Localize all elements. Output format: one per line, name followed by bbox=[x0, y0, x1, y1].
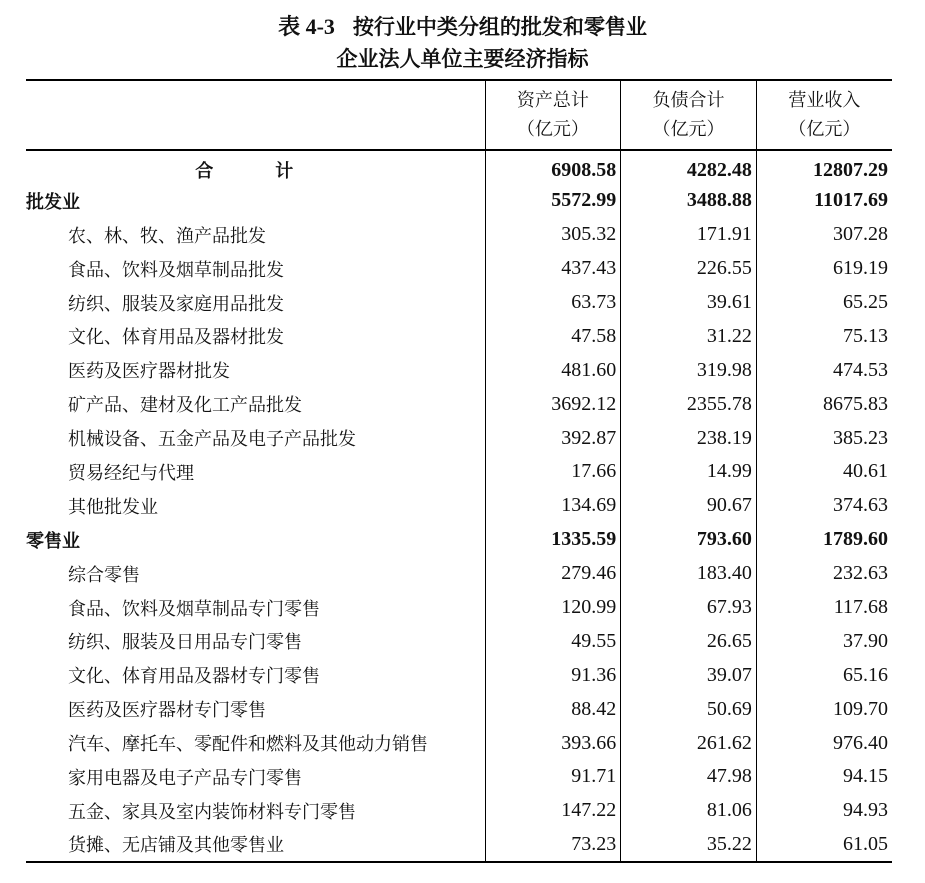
row-name: 家用电器及电子产品专门零售 bbox=[68, 767, 302, 789]
total-liabilities-value: 26.65 bbox=[621, 624, 757, 658]
table-row bbox=[26, 523, 892, 557]
table-title-line-2: 企业法人单位主要经济指标 bbox=[336, 47, 589, 71]
table-row bbox=[26, 760, 892, 794]
total-liabilities-value: 4282.48 bbox=[621, 150, 757, 184]
total-liabilities-value: 67.93 bbox=[621, 591, 757, 625]
row-name: 文化、体育用品及器材批发 bbox=[68, 327, 284, 349]
total-liabilities-value: 171.91 bbox=[621, 218, 757, 252]
operating-revenue-value: 94.15 bbox=[756, 760, 892, 794]
operating-revenue-value: 1789.60 bbox=[756, 523, 892, 557]
row-name: 食品、饮料及烟草制品专门零售 bbox=[68, 598, 320, 620]
row-name: 货摊、无店铺及其他零售业 bbox=[26, 828, 485, 862]
operating-revenue-value: 109.70 bbox=[756, 692, 892, 726]
total-liabilities-value: 14.99 bbox=[621, 455, 757, 489]
table-row bbox=[26, 726, 892, 760]
table-row bbox=[26, 828, 892, 862]
total-liabilities-value: 183.40 bbox=[621, 557, 757, 591]
operating-revenue-value: 11017.69 bbox=[756, 184, 892, 218]
total-assets-value: 47.58 bbox=[485, 319, 621, 353]
header-row bbox=[26, 80, 892, 150]
operating-revenue-value: 232.63 bbox=[756, 557, 892, 591]
row-name: 医药及医疗器材批发 bbox=[68, 361, 230, 383]
total-liabilities-value: 39.61 bbox=[621, 286, 757, 320]
table-row bbox=[26, 150, 892, 184]
table-row bbox=[26, 557, 892, 591]
total-assets-value: 3692.12 bbox=[485, 387, 621, 421]
total-assets-value: 305.32 bbox=[485, 218, 621, 252]
total-assets-value: 279.46 bbox=[485, 557, 621, 591]
operating-revenue-value: 117.68 bbox=[756, 591, 892, 625]
total-liabilities-value: 50.69 bbox=[621, 692, 757, 726]
row-name: 医药及医疗器材专门零售 bbox=[68, 700, 266, 722]
table-row bbox=[26, 624, 892, 658]
table-row bbox=[26, 794, 892, 828]
total-liabilities-value: 39.07 bbox=[621, 658, 757, 692]
operating-revenue-value: 976.40 bbox=[756, 726, 892, 760]
total-assets-value: 134.69 bbox=[485, 489, 621, 523]
row-name: 食品、饮料及烟草制品批发 bbox=[68, 259, 284, 281]
table-body bbox=[26, 150, 892, 862]
total-assets-value: 63.73 bbox=[485, 286, 621, 320]
total-assets-value: 437.43 bbox=[485, 252, 621, 286]
operating-revenue-value: 385.23 bbox=[756, 421, 892, 455]
operating-revenue-value: 37.90 bbox=[756, 624, 892, 658]
row-name: 纺织、服装及日用品专门零售 bbox=[68, 632, 302, 654]
row-name: 汽车、摩托车、零配件和燃料及其他动力销售 bbox=[68, 734, 428, 756]
operating-revenue-value: 12807.29 bbox=[756, 150, 892, 184]
table-row bbox=[26, 184, 892, 218]
table-row bbox=[26, 421, 892, 455]
table-number: 表 4-3 bbox=[278, 14, 335, 39]
total-liabilities-value: 2355.78 bbox=[621, 387, 757, 421]
table-row bbox=[26, 692, 892, 726]
header-name-column bbox=[26, 80, 485, 150]
operating-revenue-value: 374.63 bbox=[756, 489, 892, 523]
header-total-assets bbox=[485, 80, 621, 150]
header-operating-revenue bbox=[756, 80, 892, 150]
row-name: 合 计 bbox=[195, 161, 316, 183]
table-title-line-1 bbox=[0, 14, 925, 40]
row-name: 文化、体育用品及器材专门零售 bbox=[68, 666, 320, 688]
total-liabilities-value: 35.22 bbox=[621, 828, 757, 862]
header-label: 营业收入 bbox=[788, 90, 861, 111]
header-total-liabilities bbox=[621, 80, 757, 150]
table-row bbox=[26, 353, 892, 387]
table-row bbox=[26, 252, 892, 286]
total-liabilities-value: 90.67 bbox=[621, 489, 757, 523]
table-row bbox=[26, 387, 892, 421]
total-liabilities-value: 3488.88 bbox=[621, 184, 757, 218]
row-name: 农、林、牧、渔产品批发 bbox=[68, 225, 266, 247]
table-row bbox=[26, 286, 892, 320]
table-title-text: 按行业中类分组的批发和零售业 bbox=[352, 15, 647, 39]
operating-revenue-value: 619.19 bbox=[756, 252, 892, 286]
total-liabilities-value: 319.98 bbox=[621, 353, 757, 387]
row-name: 其他批发业 bbox=[68, 496, 158, 518]
table-row bbox=[26, 455, 892, 489]
operating-revenue-value: 65.25 bbox=[756, 286, 892, 320]
total-assets-value: 91.36 bbox=[485, 658, 621, 692]
table-header bbox=[26, 80, 892, 150]
total-assets-value: 147.22 bbox=[485, 794, 621, 828]
row-name: 机械设备、五金产品及电子产品批发 bbox=[68, 429, 356, 451]
table-row bbox=[26, 319, 892, 353]
row-name: 贸易经纪与代理 bbox=[68, 462, 194, 484]
total-assets-value: 88.42 bbox=[485, 692, 621, 726]
total-liabilities-value: 226.55 bbox=[621, 252, 757, 286]
total-assets-value: 481.60 bbox=[485, 353, 621, 387]
row-name: 综合零售 bbox=[68, 564, 140, 586]
row-name: 纺织、服装及家庭用品批发 bbox=[68, 293, 284, 315]
header-unit: （亿元） bbox=[516, 119, 589, 140]
header-unit: （亿元） bbox=[788, 119, 861, 140]
row-name: 批发业 bbox=[26, 191, 80, 213]
table-row bbox=[26, 591, 892, 625]
header-label: 负债合计 bbox=[652, 90, 725, 111]
operating-revenue-value: 94.93 bbox=[756, 794, 892, 828]
total-assets-value: 17.66 bbox=[485, 455, 621, 489]
operating-revenue-value: 307.28 bbox=[756, 218, 892, 252]
row-name: 零售业 bbox=[26, 530, 80, 552]
table-row bbox=[26, 658, 892, 692]
table-row bbox=[26, 489, 892, 523]
operating-revenue-value: 75.13 bbox=[756, 319, 892, 353]
total-assets-value: 1335.59 bbox=[485, 523, 621, 557]
operating-revenue-value: 474.53 bbox=[756, 353, 892, 387]
operating-revenue-value: 40.61 bbox=[756, 455, 892, 489]
total-assets-value: 120.99 bbox=[485, 591, 621, 625]
table-row bbox=[26, 218, 892, 252]
total-liabilities-value: 81.06 bbox=[621, 794, 757, 828]
total-assets-value: 49.55 bbox=[485, 624, 621, 658]
total-assets-value: 73.23 bbox=[485, 828, 621, 862]
row-name: 矿产品、建材及化工产品批发 bbox=[68, 395, 302, 417]
total-liabilities-value: 47.98 bbox=[621, 760, 757, 794]
total-liabilities-value: 238.19 bbox=[621, 421, 757, 455]
header-label: 资产总计 bbox=[516, 90, 589, 111]
total-liabilities-value: 793.60 bbox=[621, 523, 757, 557]
operating-revenue-value: 61.05 bbox=[756, 828, 892, 862]
total-assets-value: 392.87 bbox=[485, 421, 621, 455]
statistics-table bbox=[26, 79, 892, 863]
total-liabilities-value: 261.62 bbox=[621, 726, 757, 760]
total-assets-value: 6908.58 bbox=[485, 150, 621, 184]
total-assets-value: 91.71 bbox=[485, 760, 621, 794]
total-assets-value: 393.66 bbox=[485, 726, 621, 760]
operating-revenue-value: 65.16 bbox=[756, 658, 892, 692]
header-unit: （亿元） bbox=[652, 119, 725, 140]
operating-revenue-value: 8675.83 bbox=[756, 387, 892, 421]
total-assets-value: 5572.99 bbox=[485, 184, 621, 218]
row-name: 五金、家具及室内装饰材料专门零售 bbox=[68, 801, 356, 823]
total-liabilities-value: 31.22 bbox=[621, 319, 757, 353]
